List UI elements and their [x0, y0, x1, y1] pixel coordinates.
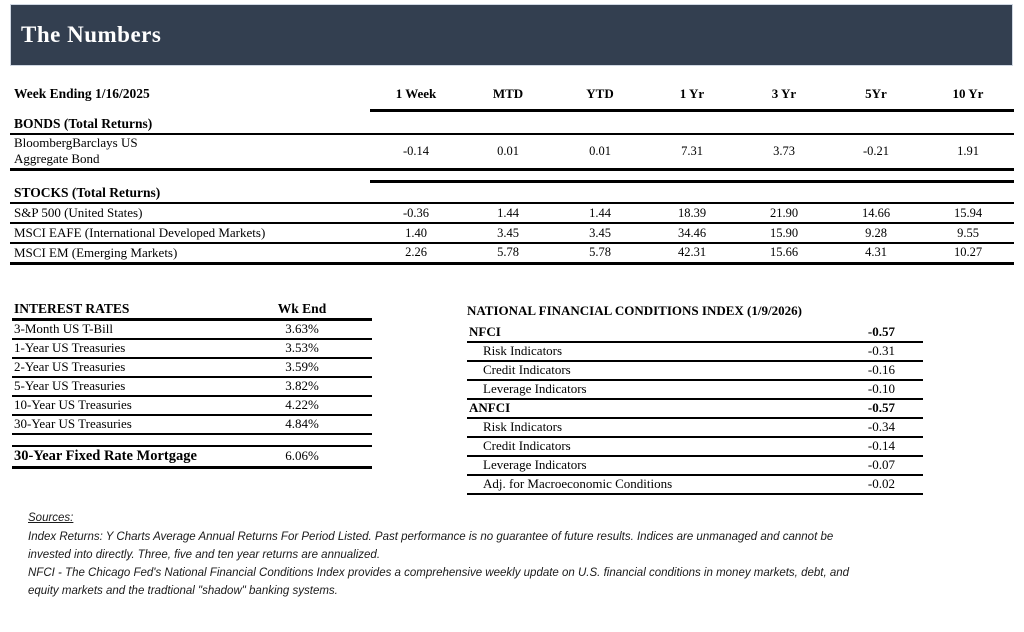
- title-bar: [10, 4, 1013, 66]
- sources-line: equity markets and the tradtional "shadow" banking systems.: [28, 584, 338, 597]
- row-label: 3-Month US T-Bill: [12, 320, 232, 339]
- returns-header-row: [10, 84, 1014, 110]
- row-label: 1-Year US Treasuries: [12, 339, 232, 358]
- sources-line: NFCI - The Chicago Fed's National Financial Conditions Index provides a comprehensive weekly update on U.S. financial conditions in money markets, debt, and: [28, 566, 850, 579]
- interest-rates-table: [12, 301, 372, 470]
- table-row-5yr-treasury: [12, 377, 372, 396]
- value-cell: 15.94: [922, 203, 1014, 223]
- table-row-anfci-credit: [467, 437, 923, 456]
- value-cell: 2.26: [370, 243, 462, 263]
- row-label: 5-Year US Treasuries: [12, 377, 232, 396]
- table-row-2yr-treasury: [12, 358, 372, 377]
- sources-line: Index Returns: Y Charts Average Annual Returns For Period Listed. Past performance is no guarantee of future results. Indices are unmanaged and cannot be: [28, 530, 834, 543]
- table-row-30yr-treasury: [12, 415, 372, 434]
- row-label: 30-Year US Treasuries: [12, 415, 232, 434]
- table-row-anfci: [467, 399, 923, 418]
- table-row-anfci-leverage: [467, 456, 923, 475]
- table-row-aggregate-bond: [10, 134, 1014, 170]
- value-cell: -0.34: [853, 418, 923, 437]
- value-cell: 34.46: [646, 223, 738, 243]
- table-row-msci-em: [10, 243, 1014, 263]
- value-cell: 15.66: [738, 243, 830, 263]
- value-cell: 3.45: [462, 223, 554, 243]
- value-cell: -0.57: [853, 323, 923, 342]
- row-label: Risk Indicators: [467, 342, 853, 361]
- sources-line: invested into directly. Three, five and ten year returns are annualized.: [28, 548, 381, 561]
- nfci-table: [467, 301, 923, 495]
- value-cell: 1.44: [462, 203, 554, 223]
- row-label: Risk Indicators: [467, 418, 853, 437]
- nfci-title-row: [467, 301, 923, 323]
- row-label: [10, 134, 370, 170]
- row-label: MSCI EM (Emerging Markets): [10, 243, 370, 263]
- page-title: The Numbers: [21, 22, 162, 47]
- value-cell: 6.06%: [232, 446, 372, 468]
- value-cell: -0.36: [370, 203, 462, 223]
- wk-end-header: Wk End: [232, 301, 372, 320]
- bonds-section-label: BONDS (Total Returns): [10, 110, 1014, 134]
- value-cell: 3.63%: [232, 320, 372, 339]
- table-row-anfci-macro-adj: [467, 475, 923, 494]
- row-label: ANFCI: [467, 399, 853, 418]
- value-cell: 1.91: [922, 134, 1014, 170]
- table-row-3mo-tbill: [12, 320, 372, 339]
- table-row-nfci: [467, 323, 923, 342]
- row-label-line1: BloombergBarclays US: [14, 135, 138, 151]
- value-cell: 3.73: [738, 134, 830, 170]
- sources-heading: Sources:: [28, 511, 74, 524]
- value-cell: 3.45: [554, 223, 646, 243]
- spacer-row: [12, 434, 372, 446]
- value-cell: -0.14: [370, 134, 462, 170]
- row-label: Credit Indicators: [467, 361, 853, 380]
- interest-rates-header-row: [12, 301, 372, 320]
- row-label: Adj. for Macroeconomic Conditions: [467, 475, 853, 494]
- value-cell: 3.59%: [232, 358, 372, 377]
- column-header-1yr: 1 Yr: [646, 84, 738, 110]
- column-header-5yr: 5Yr: [830, 84, 922, 110]
- value-cell: 10.27: [922, 243, 1014, 263]
- value-cell: 5.78: [462, 243, 554, 263]
- value-cell: 4.22%: [232, 396, 372, 415]
- bottom-section: [0, 301, 1024, 495]
- value-cell: -0.21: [830, 134, 922, 170]
- row-label: 2-Year US Treasuries: [12, 358, 232, 377]
- spacer-row: [10, 170, 1014, 182]
- value-cell: -0.57: [853, 399, 923, 418]
- sources-block: [28, 509, 1024, 600]
- stocks-section-label: STOCKS (Total Returns): [10, 182, 1014, 204]
- interest-rates-title: INTEREST RATES: [12, 301, 232, 320]
- week-ending-label: Week Ending 1/16/2025: [14, 86, 150, 101]
- value-cell: 4.84%: [232, 415, 372, 434]
- value-cell: -0.14: [853, 437, 923, 456]
- value-cell: 1.44: [554, 203, 646, 223]
- table-row-1yr-treasury: [12, 339, 372, 358]
- table-row-sp500: [10, 203, 1014, 223]
- value-cell: -0.16: [853, 361, 923, 380]
- value-cell: 3.82%: [232, 377, 372, 396]
- value-cell: 5.78: [554, 243, 646, 263]
- value-cell: 9.55: [922, 223, 1014, 243]
- value-cell: 21.90: [738, 203, 830, 223]
- stocks-section-row: [10, 182, 1014, 204]
- column-header-1week: 1 Week: [370, 84, 462, 110]
- table-row-10yr-treasury: [12, 396, 372, 415]
- table-row-30yr-mortgage: [12, 446, 372, 468]
- value-cell: 4.31: [830, 243, 922, 263]
- stocks-top-rule: [370, 170, 1014, 182]
- row-label: MSCI EAFE (International Developed Markets): [10, 223, 370, 243]
- nfci-table-title: NATIONAL FINANCIAL CONDITIONS INDEX (1/9/2026): [467, 302, 802, 318]
- column-header-ytd: YTD: [554, 84, 646, 110]
- value-cell: 18.39: [646, 203, 738, 223]
- column-header-10yr: 10 Yr: [922, 84, 1014, 110]
- value-cell: -0.07: [853, 456, 923, 475]
- column-header-mtd: MTD: [462, 84, 554, 110]
- value-cell: -0.31: [853, 342, 923, 361]
- value-cell: 0.01: [554, 134, 646, 170]
- value-cell: 0.01: [462, 134, 554, 170]
- row-label-line2: Aggregate Bond: [14, 151, 100, 167]
- table-row-msci-eafe: [10, 223, 1014, 243]
- value-cell: 15.90: [738, 223, 830, 243]
- row-label: 10-Year US Treasuries: [12, 396, 232, 415]
- value-cell: 7.31: [646, 134, 738, 170]
- table-row-nfci-risk: [467, 342, 923, 361]
- row-label: NFCI: [467, 323, 853, 342]
- bonds-section-row: [10, 110, 1014, 134]
- value-cell: 1.40: [370, 223, 462, 243]
- returns-table: [10, 84, 1014, 265]
- value-cell: 3.53%: [232, 339, 372, 358]
- table-row-nfci-credit: [467, 361, 923, 380]
- row-label: Credit Indicators: [467, 437, 853, 456]
- value-cell: 14.66: [830, 203, 922, 223]
- column-header-3yr: 3 Yr: [738, 84, 830, 110]
- table-row-anfci-risk: [467, 418, 923, 437]
- value-cell: 42.31: [646, 243, 738, 263]
- value-cell: -0.10: [853, 380, 923, 399]
- row-label: S&P 500 (United States): [10, 203, 370, 223]
- table-row-nfci-leverage: [467, 380, 923, 399]
- row-label: 30-Year Fixed Rate Mortgage: [12, 446, 232, 468]
- value-cell: -0.02: [853, 475, 923, 494]
- row-label: Leverage Indicators: [467, 456, 853, 475]
- row-label: Leverage Indicators: [467, 380, 853, 399]
- value-cell: 9.28: [830, 223, 922, 243]
